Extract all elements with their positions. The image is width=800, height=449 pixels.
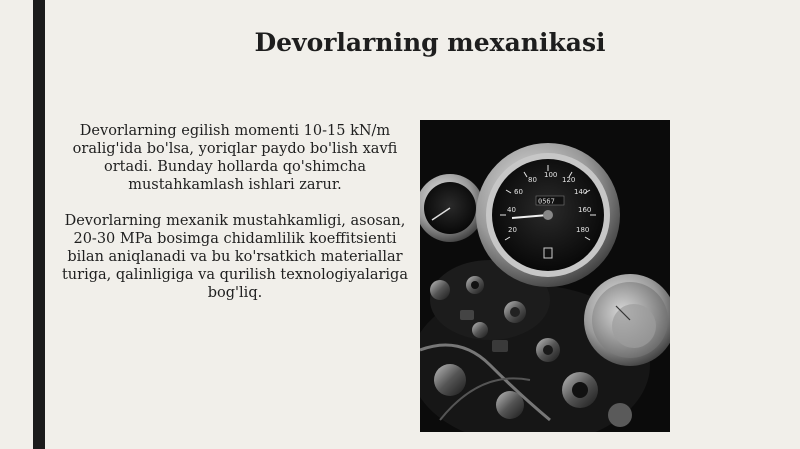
slide-title: Devorlarning mexanikasi <box>254 28 606 57</box>
tick-140: 140 <box>574 188 588 196</box>
paragraph-mechanical-strength: Devorlarning mexanik mustahkamligi, asosan, 20-30 MPa bosimga chidamlilik koeffitsienti bilan aniqlanadi va bu ko'rsatkich materiallar turiga, qalinligiga va qurilish texnologiyalariga bog'liq. <box>61 213 408 301</box>
tick-20: 20 <box>508 226 517 234</box>
tick-180: 180 <box>576 226 590 234</box>
left-accent-bar <box>33 0 45 449</box>
slide-body <box>55 122 415 320</box>
tick-60: 60 <box>514 188 523 196</box>
tick-120: 120 <box>562 176 576 184</box>
tick-40: 40 <box>507 206 516 214</box>
tick-100: 100 <box>544 171 558 179</box>
tick-160: 160 <box>578 206 592 214</box>
odometer: 0567 <box>538 197 555 206</box>
tick-80: 80 <box>528 176 537 184</box>
gauges-illustration <box>420 120 670 432</box>
paragraph-bending-moment: Devorlarning egilish momenti 10-15 kN/m oralig'ida bo'lsa, yoriqlar paydo bo'lish xavfi ortadi. Bunday hollarda qo'shimcha mustahkamlash ishlari zarur. <box>72 123 398 193</box>
gauges-photo <box>420 120 670 432</box>
speedometer <box>476 143 620 287</box>
